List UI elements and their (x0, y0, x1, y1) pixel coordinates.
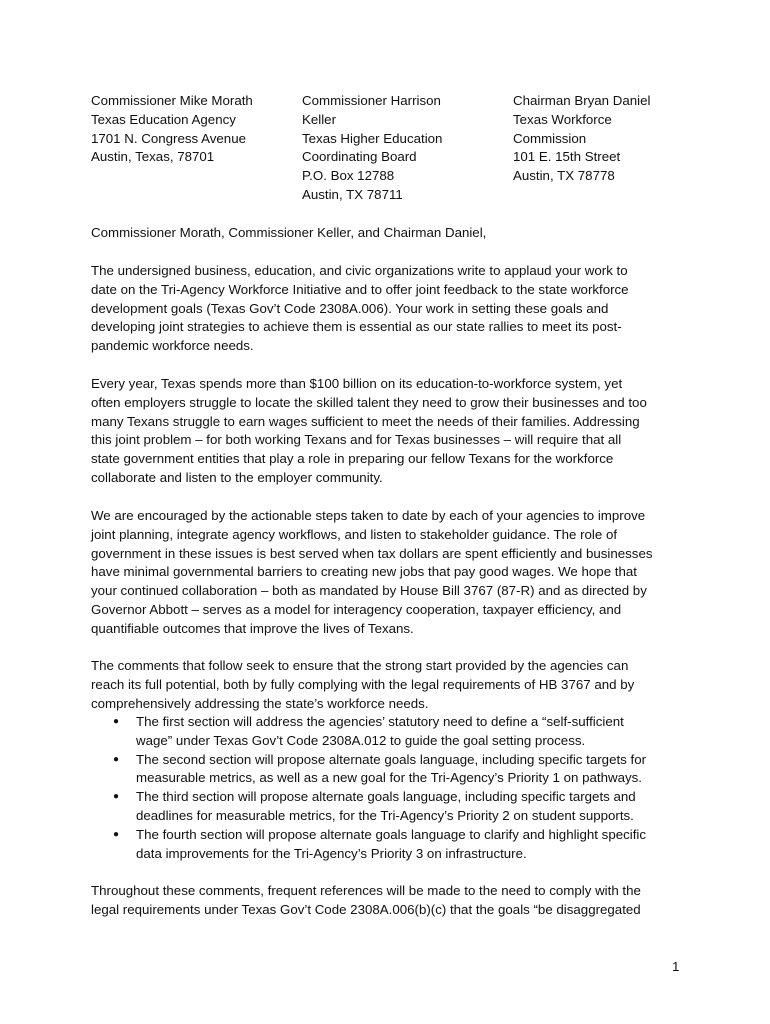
paragraph-line: We are encouraged by the actionable steps taken to date by each of your agencies to improve (91, 508, 646, 523)
bullet-item (91, 751, 646, 789)
paragraph-line: legal requirements under Texas Gov’t Code 2308A.006(b)(c) that the goals “be disaggregated (91, 901, 641, 917)
paragraph-line: development goals (Texas Gov’t Code 2308A.006). Your work in setting these goals and (91, 300, 609, 316)
paragraph-line: reach its full potential, both by fully complying with the legal requirements of HB 3767 and by (91, 676, 635, 692)
paragraph-line: government in these issues is best served when tax dollars are spent efficiently and businesses (91, 545, 653, 561)
bullet-line: The fourth section will propose alternate goals language to clarify and highlight specific (136, 826, 647, 842)
bullet-line: wage” under Texas Gov’t Code 2308A.012 to guide the goal setting process. (136, 732, 586, 748)
address-line: Commission (513, 130, 587, 146)
bullet-line: data improvements for the Tri-Agency’s Priority 3 on infrastructure. (136, 845, 527, 861)
paragraph-line: comprehensively addressing the state’s workforce needs. (91, 695, 429, 711)
bullet-line: The first section will address the agencies’ statutory need to define a “self-sufficient (136, 714, 624, 729)
address-line: Keller (302, 111, 336, 127)
address-line: Austin, Texas, 78701 (91, 149, 215, 165)
address-line: Commissioner Harrison (302, 93, 441, 108)
paragraph-line: collaborate and listen to the employer community. (91, 469, 383, 485)
address-line: Texas Workforce (513, 111, 612, 127)
salutation: Commissioner Morath, Commissioner Keller, and Chairman Daniel, (91, 225, 487, 240)
bullet-line: The second section will propose alternate goals language, including specific targets for (136, 751, 647, 767)
paragraph-line: often employers struggle to locate the skilled talent they need to grow their businesses and too (91, 394, 647, 410)
paragraph-line: Governor Abbott – serves as a model for interagency cooperation, taxpayer efficiency, and (91, 601, 622, 617)
address-line: Commissioner Mike Morath (91, 93, 253, 108)
bullet-icon: ● (113, 753, 120, 765)
paragraph-line: many Texans struggle to earn wages sufficient to meet the needs of their families. Addressing (91, 413, 640, 429)
address-line: Chairman Bryan Daniel (513, 93, 651, 108)
paragraph-line: your continued collaboration – both as mandated by House Bill 3767 (87-R) and as directed by (91, 583, 647, 599)
paragraph-line: Every year, Texas spends more than $100 billion on its education-to-workforce system, yet (91, 376, 623, 391)
paragraph-line: The undersigned business, education, and civic organizations write to applaud your work to (91, 263, 628, 278)
page-number: 1 (672, 959, 680, 974)
paragraph-line: developing joint strategies to achieve them is essential as our state rallies to meet its post- (91, 319, 622, 335)
paragraph-line: pandemic workforce needs. (91, 338, 254, 354)
address-line: P.O. Box 12788 (302, 168, 395, 184)
address-thecb (302, 92, 442, 205)
address-line: Austin, TX 78778 (513, 168, 615, 184)
paragraph (91, 657, 634, 713)
paragraph-line: The comments that follow seek to ensure that the strong start provided by the agencies can (91, 658, 629, 673)
paragraph-line: this joint problem – for both working Texans and for Texas businesses – will require that all (91, 432, 622, 448)
paragraph (91, 375, 647, 488)
paragraph (91, 882, 641, 920)
bullet-icon: ● (113, 716, 120, 727)
address-line: Coordinating Board (302, 149, 417, 165)
paragraph-line: date on the Tri-Agency Workforce Initiative and to offer joint feedback to the state workforce (91, 281, 629, 297)
address-line: 1701 N. Congress Avenue (91, 130, 246, 146)
paragraph-line: quantifiable outcomes that improve the lives of Texans. (91, 620, 414, 636)
bullet-item (91, 826, 646, 864)
bullet-line: deadlines for measurable metrics, for the Tri-Agency’s Priority 2 on student supports. (136, 807, 634, 823)
paragraph-line: state government entities that play a role in preparing our fellow Texans for the workforce (91, 451, 614, 467)
paragraph (91, 262, 629, 356)
bullet-line: measurable metrics, as well as a new goal for the Tri-Agency’s Priority 1 on pathways. (136, 770, 642, 786)
bullet-icon: ● (113, 828, 120, 840)
bullet-icon: ● (113, 791, 120, 803)
bullet-list (91, 713, 646, 863)
address-line: Austin, TX 78711 (302, 186, 403, 202)
paragraph-line: joint planning, integrate agency workflows, and listen to stakeholder guidance. The role of (91, 526, 618, 542)
bullet-line: The third section will propose alternate goals language, including specific targets and (136, 789, 636, 805)
address-line: 101 E. 15th Street (513, 149, 621, 165)
address-tea (91, 92, 253, 167)
address-twc (513, 92, 650, 186)
address-line: Texas Higher Education (302, 130, 443, 146)
address-block (91, 92, 691, 208)
address-line: Texas Education Agency (91, 111, 236, 127)
paragraph-line: Throughout these comments, frequent references will be made to the need to comply with the (91, 883, 641, 898)
bullet-item (91, 713, 646, 751)
paragraph-line: have minimal governmental barriers to creating new jobs that pay good wages. We hope that (91, 564, 637, 580)
paragraph (91, 507, 653, 639)
bullet-item (91, 788, 646, 826)
